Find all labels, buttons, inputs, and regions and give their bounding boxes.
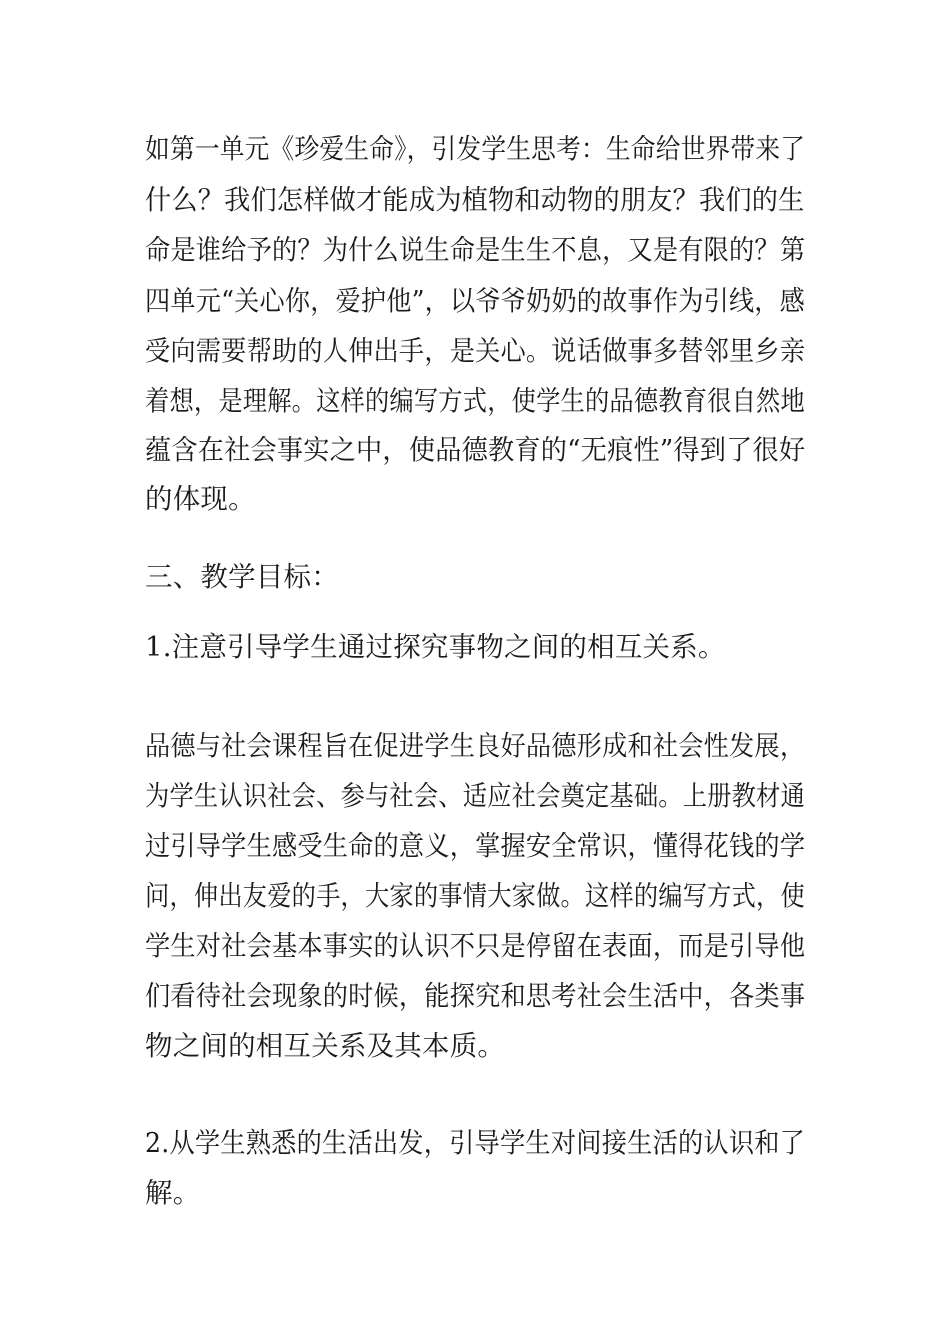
text-line: 着想，是理解。这样的编写方式，使学生的品德教育很自然地 <box>145 385 805 417</box>
text-line: 品德与社会课程旨在促进学生良好品德形成和社会性发展， <box>145 730 806 762</box>
list-item-1: 1.注意引导学生通过探究事物之间的相互关系。 <box>145 631 726 663</box>
text-line: 什么？我们怎样做才能成为植物和动物的朋友？我们的生 <box>145 184 805 216</box>
text-line: 问，伸出友爱的手，大家的事情大家做。这样的编写方式，使 <box>145 880 805 912</box>
section-heading: 三、教学目标： <box>145 561 339 593</box>
text-line: 物之间的相互关系及其本质。 <box>145 1030 506 1062</box>
text-line: 为学生认识社会、参与社会、适应社会奠定基础。上册教材通 <box>145 780 805 812</box>
text-line: 四单元“关心你，爱护他”，以爷爷奶奶的故事作为引线，感 <box>145 285 806 317</box>
text-line: 命是谁给予的？为什么说生命是生生不息，又是有限的？第 <box>145 234 806 266</box>
text-line: 解。 <box>145 1177 201 1209</box>
text-line: 过引导学生感受生命的意义，掌握安全常识，懂得花钱的学 <box>145 830 806 862</box>
text-line: 如第一单元《珍爱生命》，引发学生思考：生命给世界带来了 <box>145 133 806 165</box>
text-line: 受向需要帮助的人伸出手，是关心。说话做事多替邻里乡亲 <box>145 335 806 367</box>
text-line: 的体现。 <box>145 483 256 515</box>
text-line: 蕴含在社会事实之中，使品德教育的“无痕性”得到了很好 <box>145 434 806 466</box>
text-line: 们看待社会现象的时候，能探究和思考社会生活中，各类事 <box>145 980 806 1012</box>
text-line: 2.从学生熟悉的生活出发，引导学生对间接生活的认识和了 <box>145 1127 806 1159</box>
text-line: 学生对社会基本事实的认识不只是停留在表面，而是引导他 <box>145 930 806 962</box>
